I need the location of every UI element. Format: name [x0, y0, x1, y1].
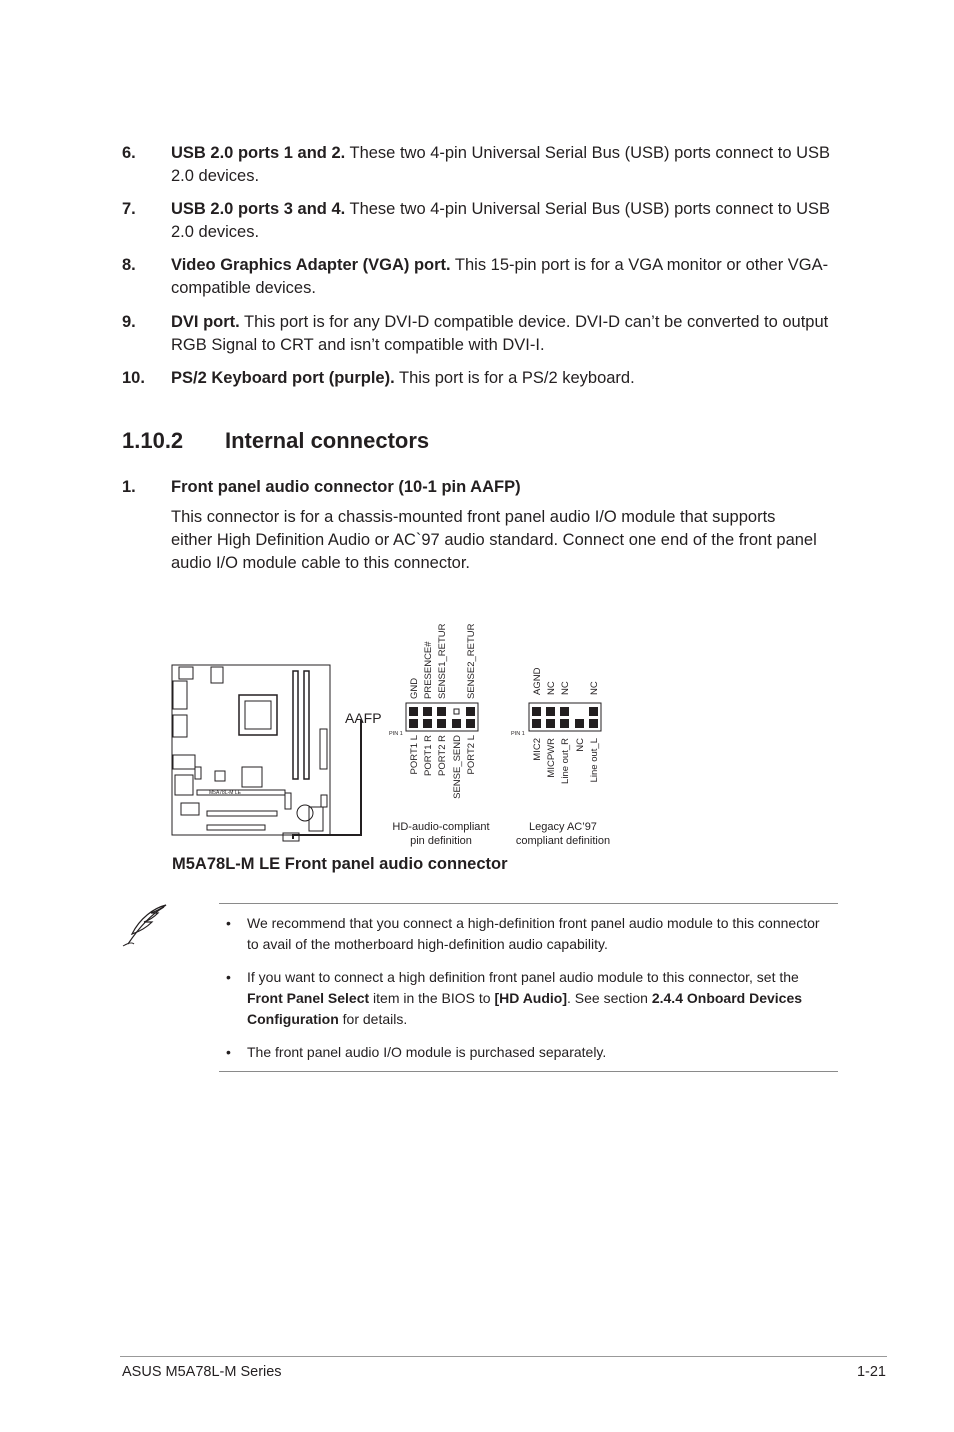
legacy-pin1-label: PIN 1 [511, 731, 525, 737]
legacy-top-label: AGND [532, 667, 543, 695]
hd-top-label: SENSE1_RETUR [437, 623, 448, 699]
note-text: The front panel audio I/O module is purchased separately. [247, 1044, 607, 1060]
hd-bottom-label: PORT1 R [423, 735, 434, 777]
note-text: We recommend that you connect a high-definition front panel audio module to this connector to avail of the motherboard high-definition audio capability. [247, 915, 820, 952]
hd-bottom-label: PORT2 R [437, 735, 448, 777]
list-text: PS/2 Keyboard port (purple). This port is for a PS/2 keyboard. [171, 369, 635, 387]
legacy-bottom-label: Line out_L [589, 738, 600, 783]
list-text: USB 2.0 ports 1 and 2. These two 4-pin Universal Serial Bus (USB) ports connect to USB 2.0 devices. [171, 144, 831, 185]
legacy-bottom-label: MICPWR [546, 738, 557, 778]
legacy-top-label: NC [546, 681, 557, 695]
bullet: • [226, 969, 231, 985]
legacy-audio-header [529, 703, 601, 731]
list-number: 7. [122, 200, 136, 218]
hd-audio-header [406, 703, 478, 731]
hd-top-label: PRESENCE# [423, 641, 434, 699]
feather-pen-icon [120, 902, 170, 948]
front-panel-heading: Front panel audio connector (10-1 pin AAFP) [171, 478, 521, 496]
legacy-caption: compliant definition [515, 835, 611, 847]
hd-pin1-label: PIN 1 [389, 731, 403, 737]
bullet: • [226, 1044, 231, 1060]
legacy-caption: Legacy AC’97 [529, 821, 597, 833]
list-number: 10. [122, 369, 145, 387]
section-title [122, 428, 429, 454]
page-number: 1-21 [856, 1364, 886, 1380]
bullet: • [226, 915, 231, 931]
legacy-top-label: NC [589, 681, 600, 695]
board-model-label: M5A78L-M LE [209, 790, 241, 796]
note-text: If you want to connect a high definition front panel audio module to this connector, set the Front Panel Select item in the BIOS to [HD Audio]. See section 2.4.4 Onboard Devices Configuration for details. [247, 969, 803, 1027]
list-number: 9. [122, 313, 136, 331]
hd-caption: pin definition [410, 835, 472, 847]
hd-bottom-label: PORT2 L [466, 735, 477, 775]
note-divider-bottom [219, 1071, 838, 1072]
footer-product-name: ASUS M5A78L-M Series [122, 1364, 282, 1380]
front-panel-number: 1. [122, 478, 136, 496]
hd-bottom-label: PORT1 L [409, 735, 420, 775]
motherboard-illustration [172, 665, 330, 841]
section-number: 1.10.2 [122, 428, 184, 453]
list-number: 6. [122, 144, 136, 162]
legacy-bottom-label: NC [575, 738, 586, 752]
list-text: DVI port. This port is for any DVI-D compatible device. DVI-D can’t be converted to output RGB Signal to CRT and isn’t compatible with DVI-I. [171, 313, 829, 354]
front-panel-description: This connector is for a chassis-mounted front panel audio I/O module that supports either High Definition Audio or AC`97 audio standard. Connect one end of the front panel audio I/O module cable to this connector. [171, 508, 817, 572]
footer-divider [120, 1356, 887, 1357]
aafp-label: AAFP [345, 710, 382, 726]
legacy-bottom-label: Line out_R [560, 738, 571, 784]
hd-top-label: SENSE2_RETUR [466, 623, 477, 699]
list-text: Video Graphics Adapter (VGA) port. This 15-pin port is for a VGA monitor or other VGA-compatible devices. [171, 256, 829, 297]
legacy-top-label: NC [560, 681, 571, 695]
audio-connector-diagram [165, 595, 635, 885]
note-divider-top [219, 903, 838, 904]
list-number: 8. [122, 256, 136, 274]
legacy-bottom-label: MIC2 [532, 738, 543, 761]
hd-bottom-label: SENSE_SEND [452, 735, 463, 799]
diagram-caption: M5A78L-M LE Front panel audio connector [172, 855, 508, 873]
hd-caption: HD-audio-compliant [392, 821, 490, 833]
section-heading: Internal connectors [225, 428, 430, 453]
hd-top-label: GND [409, 677, 420, 699]
list-text: USB 2.0 ports 3 and 4. These two 4-pin Universal Serial Bus (USB) ports connect to USB 2.0 devices. [171, 200, 831, 241]
